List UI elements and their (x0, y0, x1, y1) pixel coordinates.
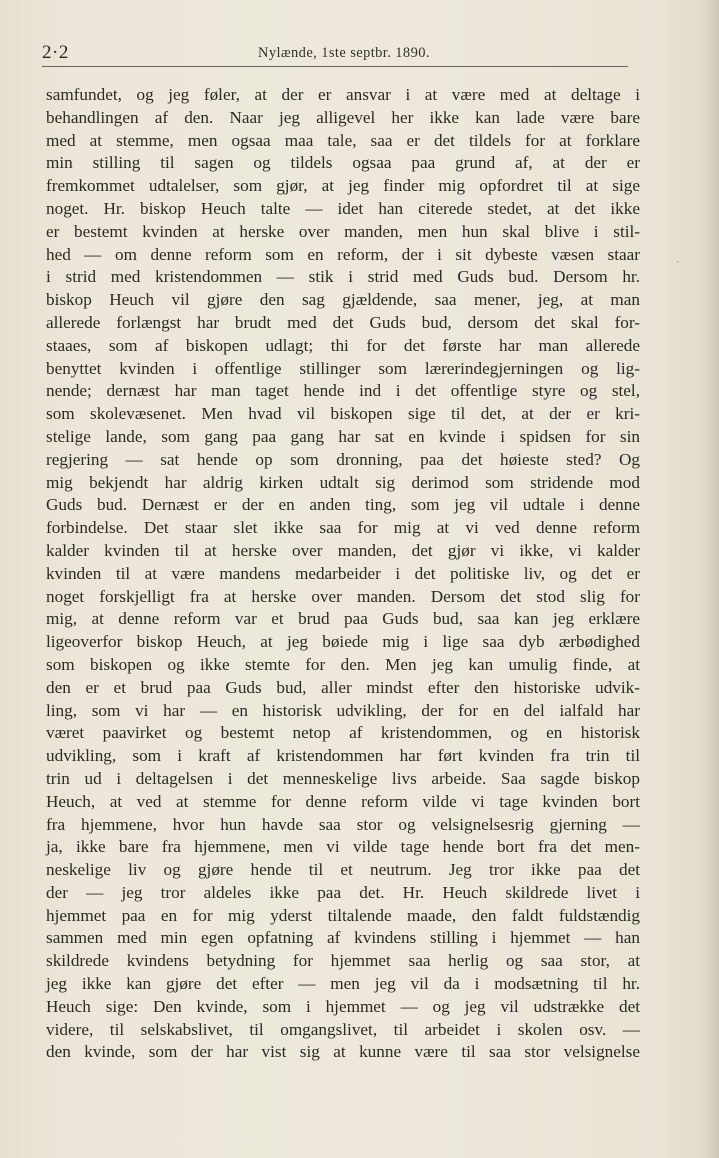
text-line: kvinden til at være mandens medarbeider i det politiske liv, og det er (46, 563, 640, 583)
text-line: ja, ikke bare fra hjemmene, men vi vilde tage hende bort fra det men- (46, 837, 640, 857)
text-line: jeg ikke kan gjøre det efter — men jeg vil da i modsætning til hr. (46, 974, 640, 994)
text-line: er bestemt kvinden at herske over manden, men hun skal blive i stil- (46, 221, 640, 241)
text-line: Guds bud. Dernæst er der en anden ting, som jeg vil udtale i denne (46, 495, 640, 515)
text-line: neskelige liv og gjøre hende til et neutrum. Jeg tror ikke paa det (46, 860, 640, 880)
text-line: udvikling, som i kraft af kristendommen har ført kvinden fra trin til (46, 746, 640, 766)
text-line: behandlingen af den. Naar jeg alligevel her ikke kan lade være bare (46, 107, 640, 127)
text-line: forbindelse. Det staar slet ikke saa for mig at vi ved denne reform (46, 518, 640, 538)
text-line: samfundet, og jeg føler, at der er ansvar i at være med at deltage i (46, 85, 640, 104)
text-line: mig, at denne reform var et brud paa Guds bud, saa kan jeg erklære (46, 609, 640, 629)
text-line: ling, som vi har — en historisk udvikling, der for en del ialfald har (46, 700, 640, 720)
text-line: fremkommet udtalelser, som gjør, at jeg finder mig opfordret til at sige (46, 176, 640, 196)
text-line: som biskopen og ikke stemte for den. Men jeg kan umulig finde, at (46, 654, 640, 674)
text-line: regjering — sat hende op som dronning, paa det høieste sted? Og (46, 449, 640, 469)
text-line: trin ud i deltagelsen i det menneskelige livs arbeide. Saa sagde biskop (46, 768, 640, 788)
body-text (46, 84, 640, 1064)
text-line: hjemmet paa en for mig yderst tiltalende maade, den faldt fuldstændig (46, 905, 640, 925)
text-line: den kvinde, som der har vist sig at kunne være til saa stor velsignelse (46, 1042, 640, 1062)
text-line: sammen med min egen opfatning af kvindens stilling i hjemmet — han (46, 928, 640, 948)
text-line: været paavirket og bestemt netop af kristendommen, og en historisk (46, 723, 640, 743)
text-line: der — jeg tror aldeles ikke paa det. Hr. Heuch skildrede livet i (46, 882, 640, 902)
text-line: benyttet kvinden i offentlige stillinger som lærerindegjerningen og lig- (46, 358, 640, 378)
text-line: min stilling til sagen og tildels ogsaa paa grund af, at der er (46, 153, 640, 173)
running-head: Nylænde, 1ste septbr. 1890. (258, 45, 430, 61)
text-line: kalder kvinden til at herske over manden, det gjør vi ikke, vi kalder (46, 540, 640, 560)
text-line: biskop Heuch vil gjøre den sag gjældende, saa mener, jeg, at man (46, 290, 640, 310)
text-line: ligeoverfor biskop Heuch, at jeg bøiede mig i lige saa dyb ærbødighed (46, 632, 640, 652)
header-rule (42, 66, 628, 67)
text-line: Heuch, at ved at stemme for denne reform vilde vi tage kvinden bort (46, 791, 640, 811)
text-line: Heuch sige: Den kvinde, som i hjemmet — og jeg vil udstrække det (46, 996, 640, 1016)
text-line: noget. Hr. biskop Heuch talte — idet han citerede stedet, at det ikke (46, 198, 640, 218)
text-line: stelige lande, som gang paa gang har sat en kvinde i spidsen for sin (46, 426, 640, 446)
margin-mark: ˏ (676, 251, 680, 263)
text-line: mig bekjendt har aldrig kirken udtalt sig derimod som stridende mod (46, 472, 640, 492)
text-line: skildrede kvindens betydning for hjemmet saa herlig og saa stor, at (46, 951, 640, 971)
text-line: den er et brud paa Guds bud, aller mindst efter den historiske udvik- (46, 677, 640, 697)
page-header (0, 40, 719, 66)
text-line: fra hjemmene, hvor hun havde saa stor og velsignelsesrig gjerning — (46, 814, 640, 834)
text-line: i strid med kristendommen — stik i strid med Guds bud. Dersom hr. (46, 267, 640, 287)
text-line: med at stemme, men ogsaa maa tale, saa er det tildels for at forklare (46, 130, 640, 150)
page-number: 2·2 (42, 42, 69, 63)
text-line: allerede forlængst har brudt med det Guds bud, dersom det skal for- (46, 312, 640, 332)
text-line: videre, til selskabslivet, til omgangslivet, til arbeidet i skolen osv. — (46, 1019, 640, 1039)
text-line: noget forskjelligt fra at herske over manden. Dersom det stod slig for (46, 586, 640, 606)
text-line: staaes, som af biskopen udlagt; thi for det første har man allerede (46, 335, 640, 355)
page-edge-shadow (705, 0, 719, 1158)
text-line: hed — om denne reform som en reform, der i sit dybeste væsen staar (46, 244, 640, 264)
text-line: nende; dernæst har man taget hende ind i det offentlige styre og stel, (46, 381, 640, 401)
text-line: som skolevæsenet. Men hvad vil biskopen sige til det, at der er kri- (46, 404, 640, 424)
